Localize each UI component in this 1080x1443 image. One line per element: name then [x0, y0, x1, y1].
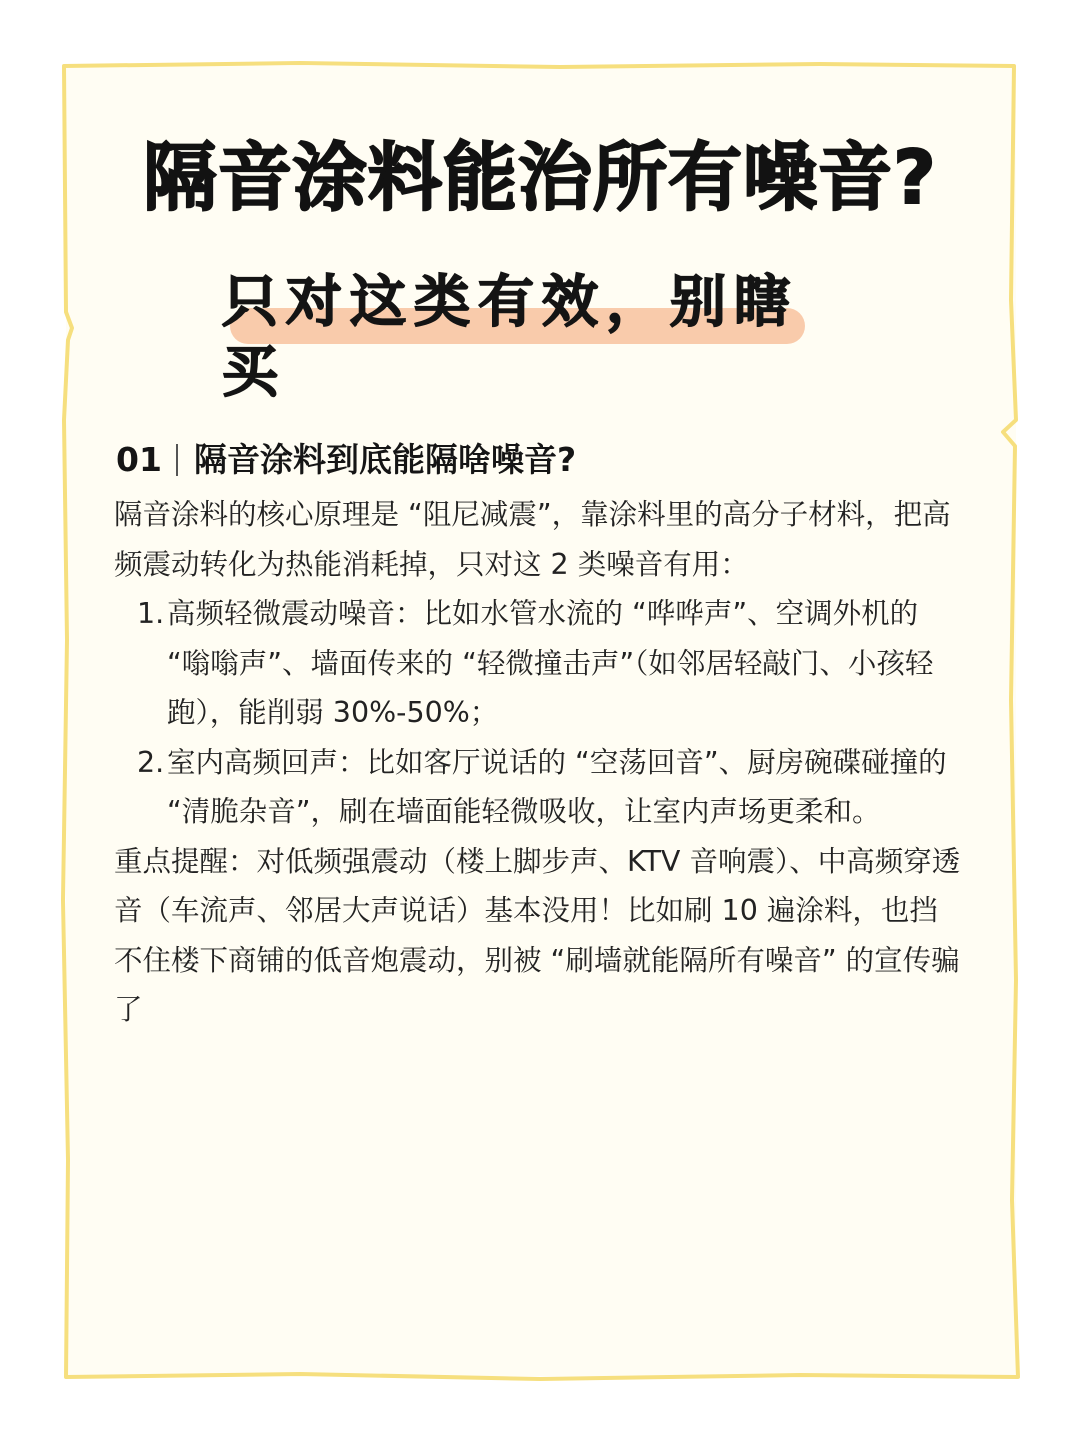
- list-item-text: 高频轻微震动噪音：比如水管水流的 “哗哗声”、空调外机的 “嗡嗡声”、墙面传来的 “轻微撞击声”（如邻居轻敲门、小孩轻跑），能削弱 30%-50%；: [167, 597, 934, 729]
- subtitle-block: [222, 262, 852, 405]
- list-item: [114, 589, 964, 738]
- list-item: [114, 738, 964, 837]
- section-title: 隔音涂料到底能隔啥噪音?: [193, 440, 577, 479]
- list-item-number: 2.: [137, 745, 165, 779]
- section-divider: [176, 444, 178, 476]
- section-number: 01: [116, 440, 162, 479]
- reminder-paragraph: 重点提醒：对低频强震动（楼上脚步声、KTV 音响震）、中高频穿透音（车流声、邻居大声说话）基本没用！比如刷 10 遍涂料，也挡不住楼下商铺的低音炮震动，别被 “刷墙就能隔所有噪音” 的宣传骗了: [114, 844, 961, 1026]
- page-title: 隔音涂料能治所有噪音?: [143, 135, 937, 221]
- section-heading: [116, 436, 576, 484]
- subtitle: 只对这类有效，别瞎买: [222, 270, 798, 405]
- article-body: [114, 490, 964, 1035]
- list-item-number: 1.: [137, 597, 165, 630]
- intro-paragraph: 隔音涂料的核心原理是 “阻尼减震”，靠涂料里的高分子材料，把高频震动转化为热能消耗掉，只对这 2 类噪音有用：: [114, 498, 951, 581]
- list-item-text: 室内高频回声：比如客厅说话的 “空荡回音”、厨房碗碟碰撞的 “清脆杂音”，刷在墙面能轻微吸收，让室内声场更柔和。: [167, 745, 947, 828]
